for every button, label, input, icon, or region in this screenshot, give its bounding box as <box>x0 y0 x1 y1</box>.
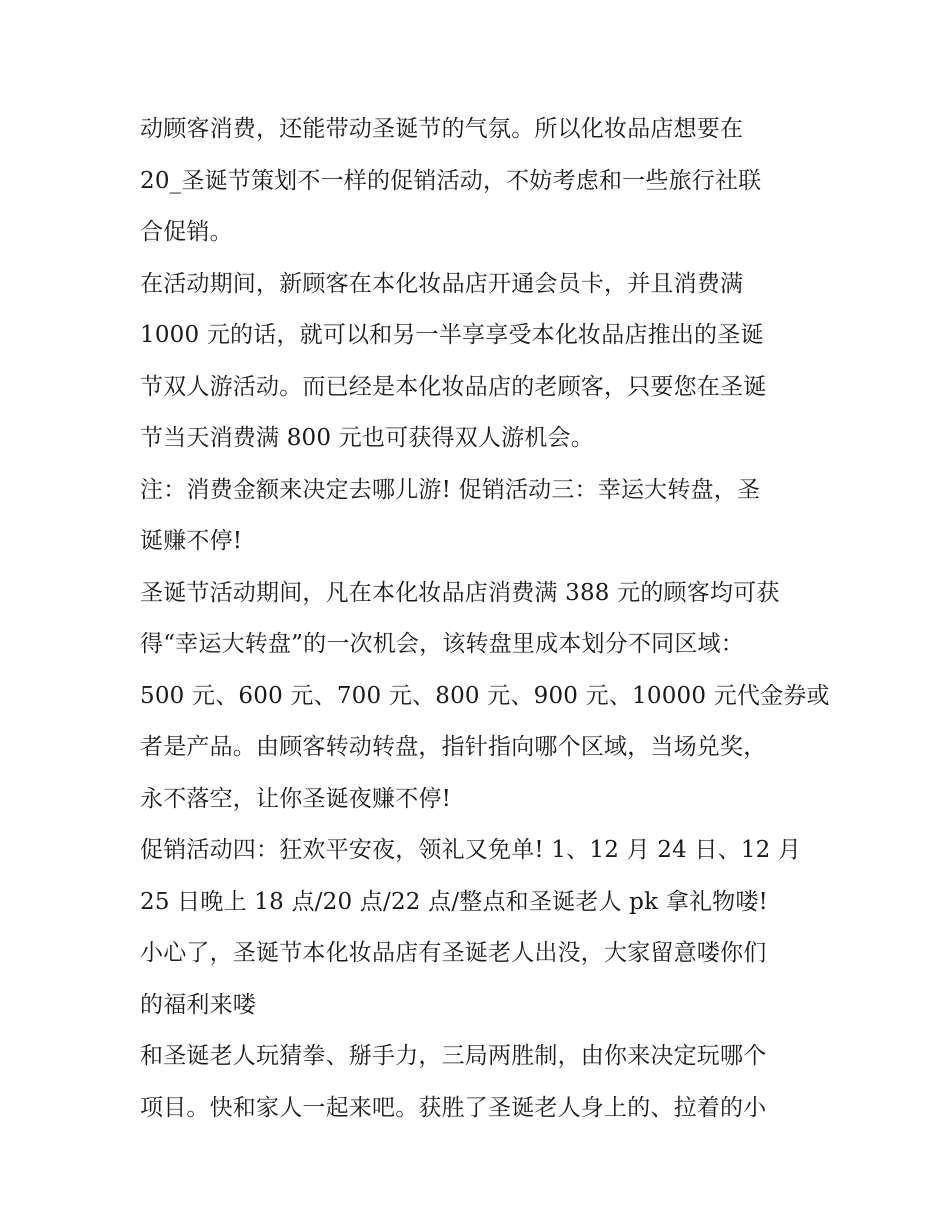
text-line: 1000 元的话，就可以和另一半享享受本化妆品店推出的圣诞 <box>140 322 764 348</box>
text-line: 者是产品。由顾客转动转盘，指针指向哪个区域，当场兑奖， <box>140 734 767 760</box>
text-line: 和圣诞老人玩猜拳、掰手力，三局两胜制，由你来决定玩哪个 <box>140 1043 767 1069</box>
text-line: 永不落空，让你圣诞夜赚不停! <box>140 785 452 812</box>
text-line: 诞赚不停! <box>140 528 243 554</box>
text-line: 在活动期间，新顾客在本化妆品店开通会员卡，并且消费满 <box>140 270 744 297</box>
text-line: 20_圣诞节策划不一样的促销活动，不妨考虑和一些旅行社联 <box>140 167 762 194</box>
text-line: 动顾客消费，还能带动圣诞节的气氛。所以化妆品店想要在 <box>140 116 744 142</box>
text-line: 的福利来喽 <box>140 991 256 1018</box>
text-line: 注：消费金额来决定去哪儿游! 促销活动三：幸运大转盘，圣 <box>140 476 761 503</box>
text-line: 500 元、600 元、700 元、800 元、900 元、10000 元代金券或 <box>140 682 830 709</box>
text-line: 小心了，圣诞节本化妆品店有圣诞老人出没，大家留意喽你们 <box>140 940 767 966</box>
text-line: 25 日晚上 18 点/20 点/22 点/整点和圣诞老人 pk 拿礼物喽! <box>140 888 768 915</box>
text-line: 合促销。 <box>140 219 233 245</box>
text-line: 促销活动四：狂欢平安夜，领礼又免单! 1、12 月 24 日、12 月 <box>140 837 802 863</box>
document-body <box>140 104 830 1134</box>
text-line: 项目。快和家人一起来吧。获胜了圣诞老人身上的、拉着的小 <box>140 1094 767 1121</box>
text-line: 圣诞节活动期间，凡在本化妆品店消费满 388 元的顾客均可获 <box>140 579 780 606</box>
text-line: 得“幸运大转盘”的一次机会，该转盘里成本划分不同区域： <box>140 631 744 657</box>
text-line: 节双人游活动。而已经是本化妆品店的老顾客，只要您在圣诞 <box>140 373 767 400</box>
text-line: 节当天消费满 800 元也可获得双人游机会。 <box>140 425 594 451</box>
